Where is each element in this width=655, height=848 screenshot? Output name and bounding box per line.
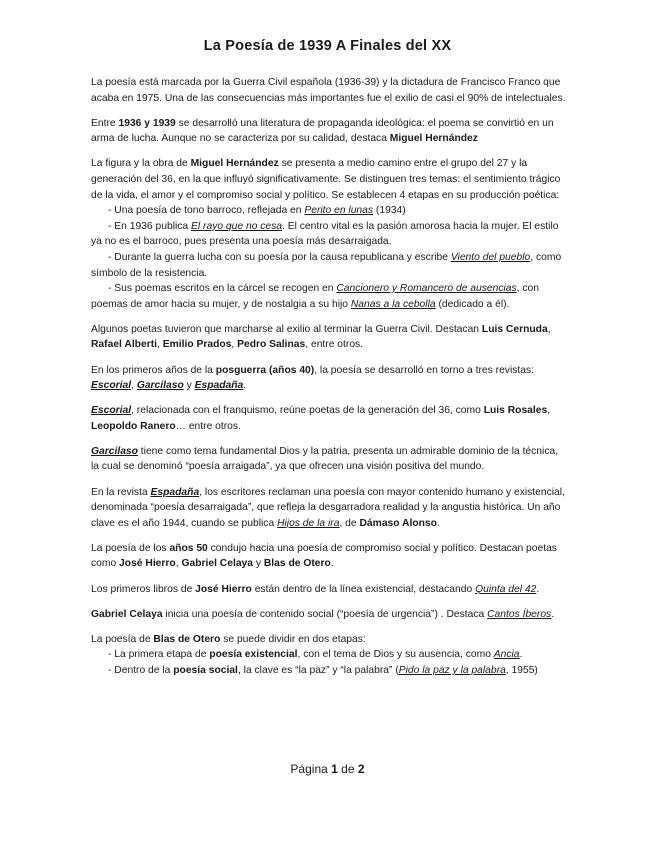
separator: , (547, 405, 551, 417)
text: - La primera etapa de (108, 649, 210, 661)
text: - Dentro de la (108, 664, 174, 676)
text: se presenta a medio camino entre el grupo del 27 y la generación del 36, en la que influyó significativamente. Se distinguen tres temas: el sentimiento trágico de la vida, el amor y el compromiso social y político. Se establecen 4 etapas en su producción poética: (91, 158, 561, 201)
text: se desarrolló una literatura de propaganda ideológica: el poema se convirtió en un arma de lucha. Aunque no se caracteriza por su calidad, destaca (91, 117, 554, 145)
author-name: Dámaso Alonso (359, 517, 437, 529)
author-name: Rafael Alberti (91, 339, 157, 351)
author-name: Pedro Salinas (237, 339, 306, 351)
work-title: Ancia (493, 649, 520, 661)
text: tiene como tema fundamental Dios y la patria, presenta un admirable dominio de la técnica, la cual se denominó “poesía arraigada”, ya que ofrecen una visión positiva del mundo. (91, 445, 559, 473)
journal-name: Garcilaso (136, 380, 184, 392)
author-name: Emilio Prados (162, 339, 232, 351)
paragraph-miguel-hernandez (91, 156, 566, 203)
journal-name: Escorial (91, 380, 132, 392)
paragraph-exile (91, 322, 566, 353)
separator: y (253, 558, 264, 570)
text: , los escritores reclaman una poesía con mayor contenido humano y existencial, denominada “poesía desarraigada”, que refleja la desgarradora realidad y la angustia histórica. Un año clave es el año 1944, cuando se publica (91, 486, 565, 529)
document-title: La Poesía de 1939 A Finales del XX (203, 38, 452, 54)
text: , de (339, 517, 360, 529)
text: , con el tema de Dios y su ausencia, como (297, 649, 494, 661)
bold-term: años 50 (169, 542, 208, 554)
work-title: Cancionero y Romancero de ausencias (336, 283, 517, 295)
separator: , (131, 380, 137, 392)
text: están dentro de la línea existencial, destacando (251, 583, 476, 595)
text: . (551, 608, 555, 620)
author-name: Gabriel Celaya (181, 558, 253, 570)
text: , relacionada con el franquismo, reúne poetas de la generación del 36, como (131, 405, 484, 417)
otero-stage-1 (91, 647, 566, 663)
text: inicia una poesía de contenido social (“poesía de urgencia”) . Destaca (162, 608, 488, 620)
text: Los primeros libros de (91, 583, 196, 595)
stage-item-3 (91, 250, 566, 281)
text: . (243, 380, 247, 392)
text: , la poesía se desarrolló en torno a tres revistas: (314, 364, 534, 376)
bold-term: posguerra (años 40) (215, 364, 315, 376)
text: Algunos poetas tuvieron que marcharse al exilio al terminar la Guerra Civil. Destacan (91, 323, 482, 335)
work-title: Quinta del 42 (475, 583, 537, 595)
text: En la revista (91, 486, 151, 498)
text: , 1955) (505, 664, 538, 676)
journal-name: Espadaña (194, 380, 244, 392)
text: , la clave es “la paz” y “la palabra” ( (237, 664, 399, 676)
work-title: Cantos Íberos (487, 608, 552, 620)
page-separator: de (341, 762, 355, 776)
page-label: Página (290, 762, 328, 776)
separator: y (183, 380, 195, 392)
author-name: Luis Rosales (483, 405, 548, 417)
work-title: Pido la paz y la palabra (398, 664, 506, 676)
bold-years: 1936 y 1939 (118, 117, 176, 129)
bold-term: poesía existencial (209, 649, 298, 661)
text: . El centro vital es la pasión amorosa hacia la mujer. El estilo ya no es el barroco, pues presenta una poesía más desarraigada. (91, 220, 559, 248)
paragraph-celaya (91, 607, 566, 623)
paragraph-war-literature (91, 116, 566, 147)
paragraph-escorial (91, 403, 566, 434)
page-total: 2 (357, 762, 365, 776)
paragraph-garcilaso (91, 444, 566, 475)
text: , como símbolo de la resistencia. (91, 251, 562, 279)
text: La figura y la obra de (91, 158, 191, 170)
page-footer (0, 762, 655, 776)
paragraph-intro: La poesía está marcada por la Guerra Civil española (1936-39) y la dictadura de Francisco Franco que acaba en 1975. Una de las consecuencias más importantes fue el exilio de casi el 90% de intelectuales. (91, 77, 566, 104)
work-title: Perito en lunas (304, 205, 374, 217)
text: La poesía de los (91, 542, 170, 554)
paragraph-fifties (91, 541, 566, 572)
text: , entre otros. (305, 339, 364, 351)
author-name: Gabriel Celaya (91, 608, 163, 620)
text: - Durante la guerra lucha con su poesía por la causa republicana y escribe (108, 251, 451, 263)
journal-name: Escorial (91, 405, 132, 417)
paragraph-espadana (91, 485, 566, 532)
otero-stage-2 (91, 663, 566, 679)
document-body (91, 75, 566, 679)
author-name: Miguel Hernández (389, 133, 478, 145)
text: , con poemas de amor hacia su mujer, y de nostalgia a su hijo (91, 283, 539, 310)
author-name: Blas de Otero (153, 633, 221, 645)
author-name: Luis Cernuda (481, 323, 548, 335)
work-title: Viento del pueblo (450, 251, 531, 263)
journal-name: Espadaña (150, 486, 200, 498)
paragraph-hierro (91, 582, 566, 598)
stage-item-1 (91, 203, 566, 219)
text: . (330, 558, 334, 570)
stage-item-4 (91, 281, 566, 312)
work-title: El rayo que no cesa (191, 220, 283, 232)
text: - Sus poemas escritos en la cárcel se recogen en (108, 283, 337, 295)
text: . (519, 649, 523, 661)
text: (dedicado a él). (435, 298, 510, 310)
text: . (536, 583, 540, 595)
text: En los primeros años de la (91, 364, 216, 376)
text: condujo hacia una poesía de compromiso social y político. Destacan poetas como (91, 542, 557, 570)
text: - En 1936 publica (108, 220, 192, 232)
author-name: José Hierro (119, 558, 176, 570)
author-name: Miguel Hernández (190, 158, 279, 170)
work-title: Hijos de la ira (277, 517, 340, 529)
author-name: Blas de Otero (263, 558, 331, 570)
separator: , (547, 323, 551, 335)
separator: , (157, 339, 163, 351)
work-title: Nanas a la cebolla (350, 298, 436, 310)
text: La poesía de (91, 633, 154, 645)
paragraph-otero (91, 632, 566, 648)
page-number: 1 (331, 762, 338, 776)
separator: , (231, 339, 238, 351)
text: - Una poesía de tono barroco, reflejada en (108, 205, 305, 217)
author-name: José Hierro (195, 583, 252, 595)
stage-item-2 (91, 219, 566, 250)
text: se puede dividir en dos etapas: (220, 633, 366, 645)
bold-term: poesía social (173, 664, 238, 676)
paragraph-postwar (91, 363, 566, 394)
text: … entre otros. (175, 420, 241, 432)
text: (1934) (373, 205, 406, 217)
separator: , (175, 558, 182, 570)
text: Entre (91, 117, 119, 129)
text: . (436, 517, 440, 529)
journal-name: Garcilaso (91, 445, 138, 457)
author-name: Leopoldo Ranero (91, 420, 176, 432)
